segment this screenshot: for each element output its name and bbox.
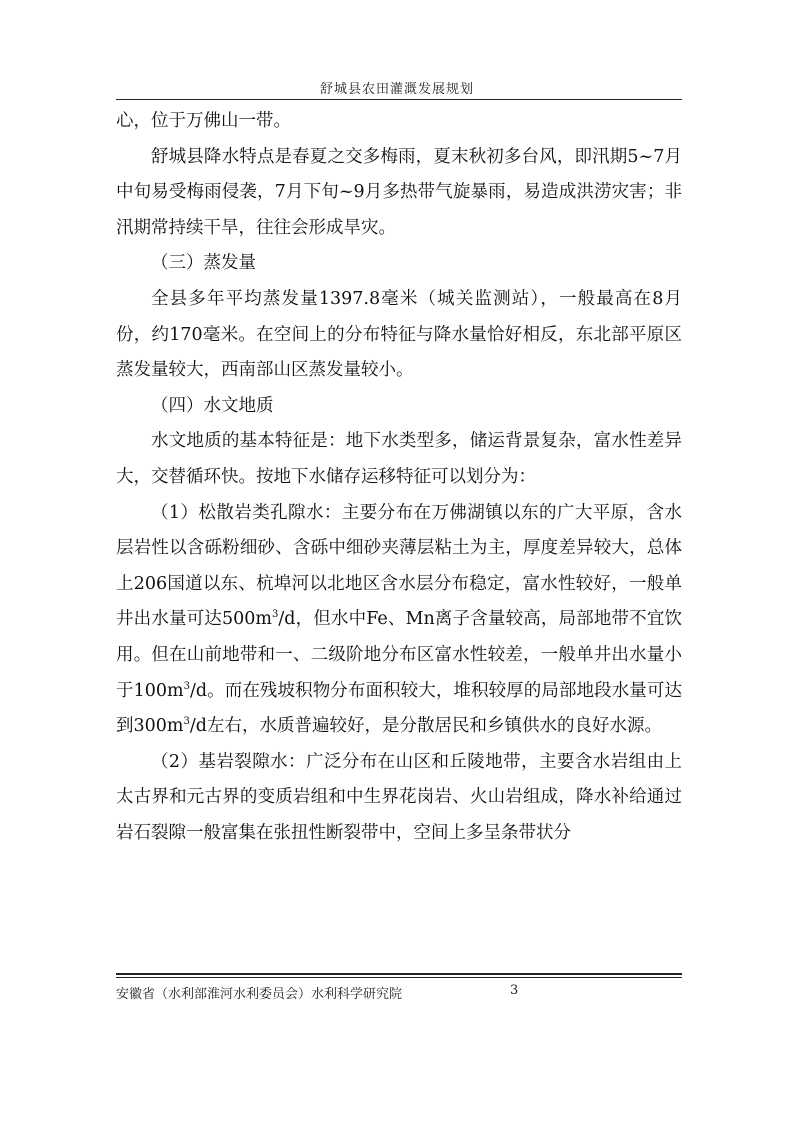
footer-organization: 安徽省（水利部淮河水利委员会）水利科学研究院 [116, 987, 403, 1002]
header-title: 舒城县农田灌溉发展规划 [319, 82, 474, 97]
paragraph-hydrogeology-intro: 水文地质的基本特征是：地下水类型多，储运背景复杂，富水性差异大，交替循环快。按地下水储存运移特征可以划分为： [116, 431, 682, 487]
paragraph-evaporation: 全县多年平均蒸发量1397.8毫米（城关监测站），一般最高在8月份，约170毫米。在空间上的分布特征与降水量恰好相反，东北部平原区蒸发量较大，西南部山区蒸发量较小。 [116, 288, 682, 381]
pore-water-text-4: /d左右，水质普遍较好，是分散居民和乡镇供水的良好水源。 [189, 716, 662, 737]
section-heading-evaporation: （三）蒸发量 [151, 253, 256, 274]
footer-rule-thin [116, 977, 682, 978]
superscript-cubic-3: 3 [183, 716, 190, 728]
page-body [116, 104, 682, 851]
section-heading-hydrogeology: （四）水文地质 [151, 395, 274, 416]
superscript-cubic-2: 3 [183, 680, 190, 692]
header-rule [116, 99, 682, 100]
paragraph-fissure-water: （2）基岩裂隙水：广泛分布在山区和丘陵地带，主要含水岩组由上太古界和元古界的变质岩组和中生界花岗岩、火山岩组成，降水补给通过岩石裂隙一般富集在张扭性断裂带中，空间上多呈条带状分 [116, 751, 682, 843]
paragraph-pore-water [116, 496, 682, 745]
page-number: 3 [510, 983, 519, 998]
paragraph-precipitation: 舒城县降水特点是春夏之交多梅雨，夏末秋初多台风，即汛期5~7月中旬易受梅雨侵袭，7月下旬~9月多热带气旋暴雨，易造成洪涝灾害；非汛期常持续干旱，往往会形成旱灾。 [116, 146, 682, 238]
pore-water-text-1: （1）松散岩类孔隙水：主要分布在万佛湖镇以东的广大平原，含水层岩性以含砾粉细砂、含砾中细砂夹薄层粘土为主，厚度差异较大，总体上206国道以东、杭埠河以北地区含水层分布稳定，富水性较好，一般单井出水量可达500m [116, 502, 682, 630]
paragraph-continuation: 心，位于万佛山一带。 [116, 111, 291, 131]
pore-water-text-2: /d，但水中Fe、Mn离子含量较高，局部地带不宜饮用。但在山前地带和一、二级阶地分布区富水性较差，一般单井出水量小于100m [116, 609, 682, 701]
footer-rule-thick [116, 973, 682, 975]
superscript-cubic-1: 3 [271, 609, 279, 621]
pore-water-text-3: /d。而在残坡积物分布面积较大，堆积较厚的局部地段水量可达到300m [116, 680, 682, 737]
